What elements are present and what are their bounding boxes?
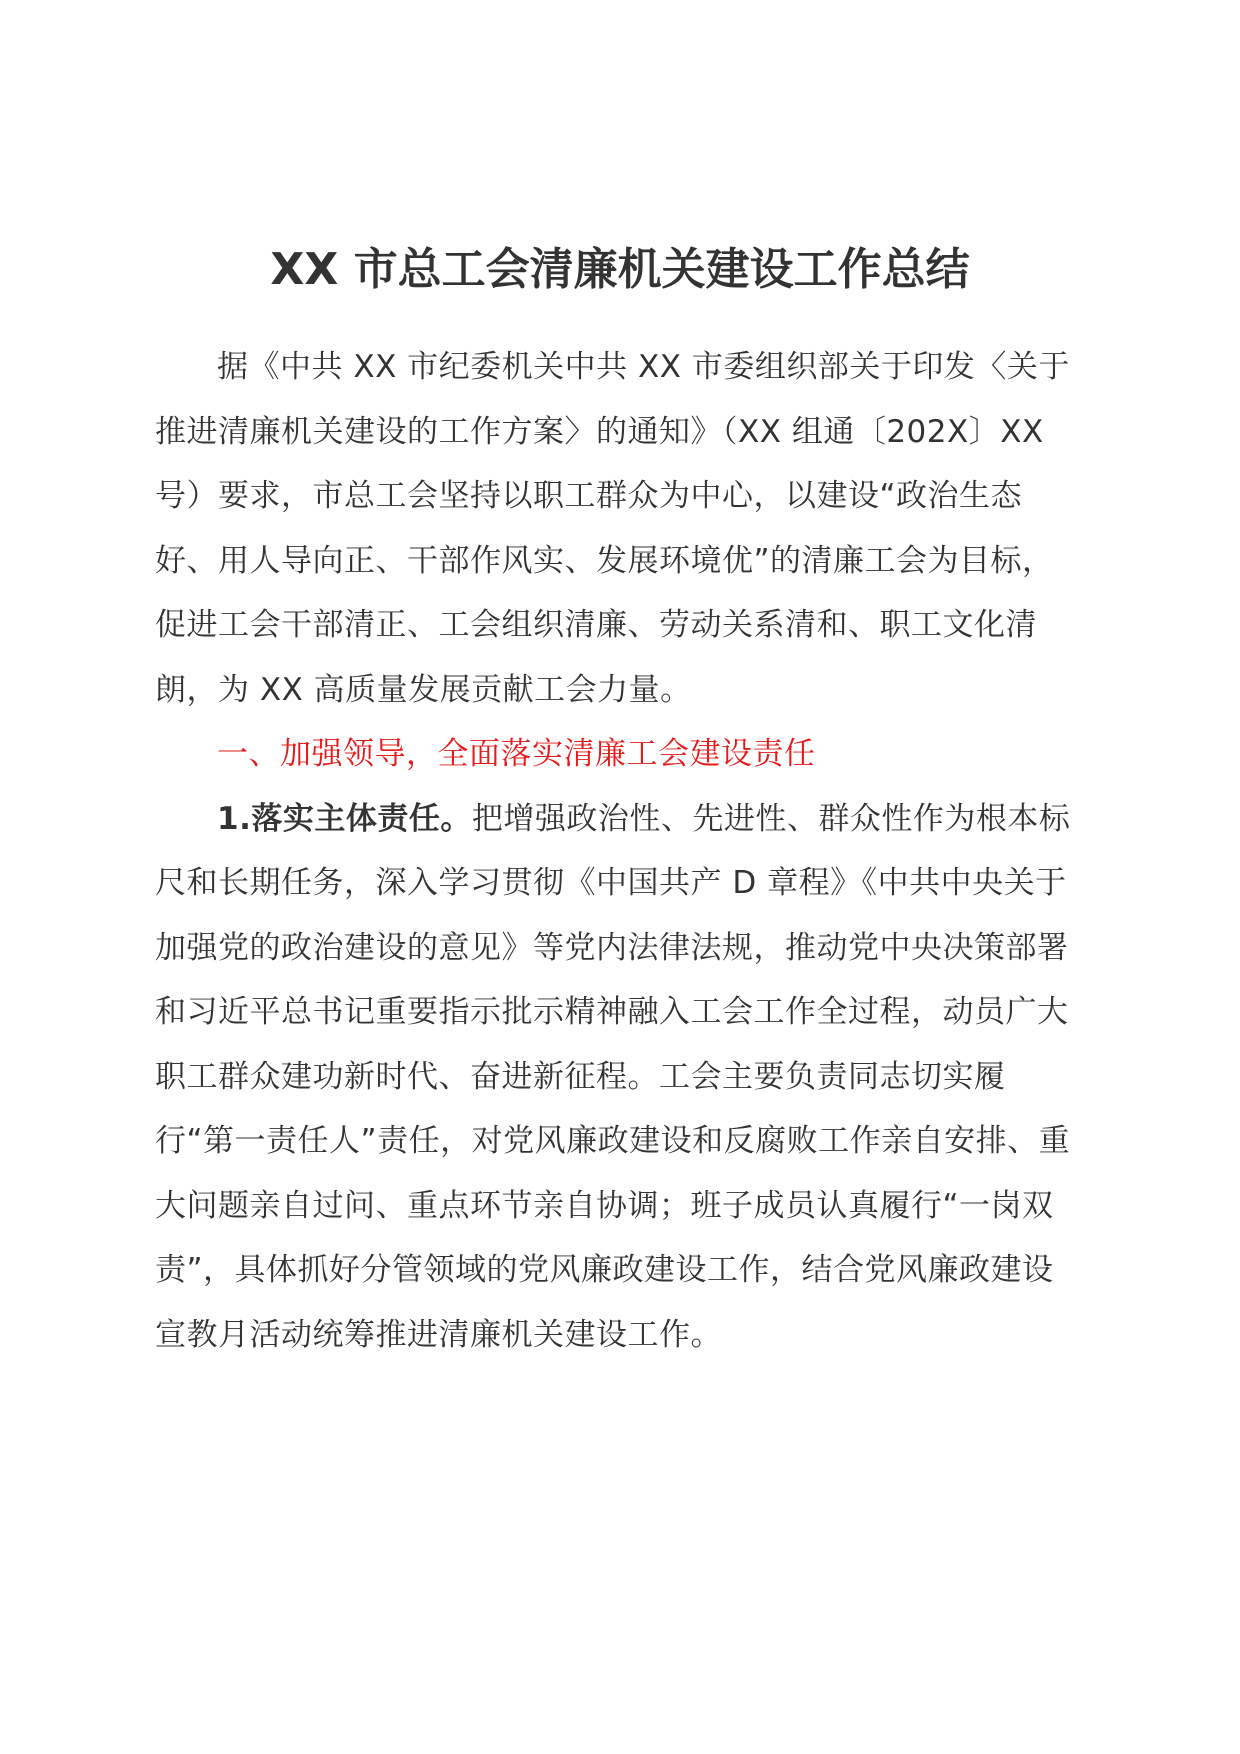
- intro-paragraph: 据《中共 XX 市纪委机关中共 XX 市委组织部关于印发〈关于推进清廉机关建设的工作方案〉的通知》（XX 组通〔202X〕XX 号）要求，市总工会坚持以职工群众为中心，以建设“政治生态好、用人导向正、干部作风实、发展环境优”的清廉工会为目标，促进工会干部清正、工会组织清廉、劳动关系清和、职工文化清朗，为 XX 高质量发展贡献工会力量。: [155, 349, 1070, 708]
- section-heading: 一、加强领导，全面落实清廉工会建设责任: [217, 736, 816, 772]
- document-title: XX 市总工会清廉机关建设工作总结: [270, 244, 970, 295]
- item-label: 1.落实主体责任。: [217, 800, 472, 837]
- item-text: 把增强政治性、先进性、群众性作为根本标尺和长期任务，深入学习贯彻《中国共产 D 章程》《中共中央关于加强党的政治建设的意见》等党内法律法规，推动党中央决策部署和习近平总书记重要指示批示精神融入工会工作全过程，动员广大职工群众建功新时代、奋进新征程。工会主要负责同志切实履行“第一责任人”责任，对党风廉政建设和反腐败工作亲自安排、重大问题亲自过问、重点环节亲自协调；班子成员认真履行“一岗双责”，具体抓好分管领域的党风廉政建设工作，结合党风廉政建设宣教月活动统筹推进清廉机关建设工作。: [155, 800, 1071, 1353]
- item-paragraph: [155, 787, 1085, 1368]
- document-body: [155, 335, 1085, 1367]
